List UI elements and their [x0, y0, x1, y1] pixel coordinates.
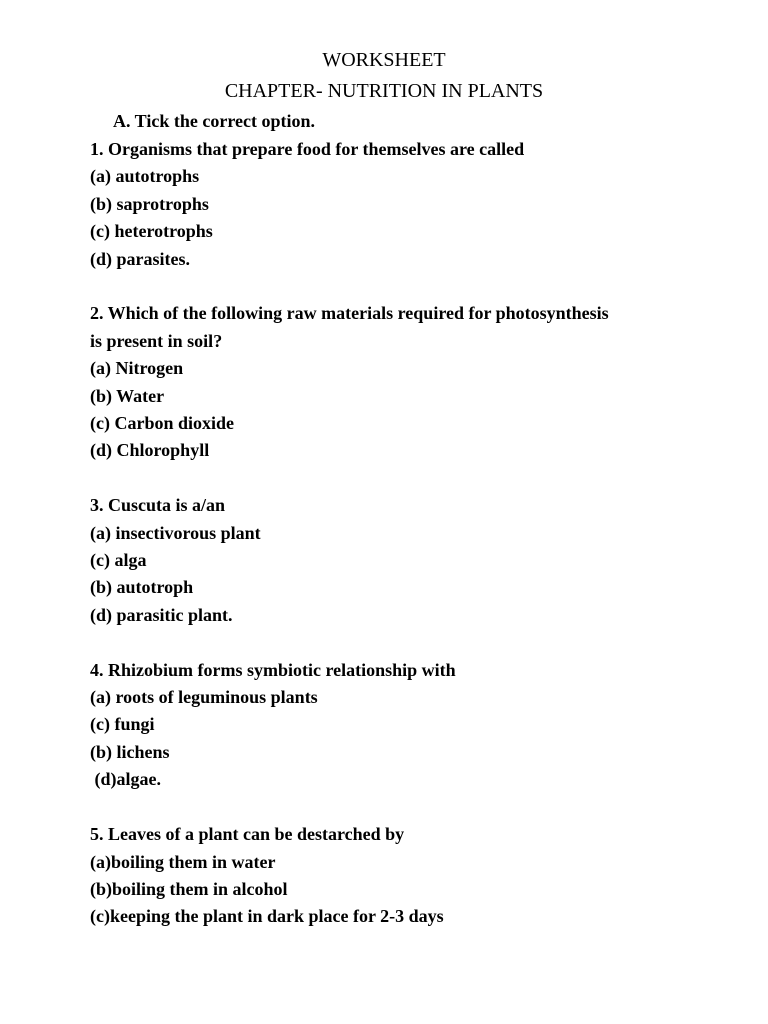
option-c: (c) alga — [90, 550, 147, 571]
question-text: 5. Leaves of a plant can be destarched by — [90, 824, 405, 845]
option-b: (b) Water — [90, 385, 165, 406]
option-b: (b)boiling them in alcohol — [90, 878, 288, 899]
section-heading: A. Tick the correct option. — [113, 111, 315, 131]
option-c: (c) fungi — [90, 714, 155, 735]
worksheet-title: WORKSHEET — [322, 49, 446, 71]
question-4 — [90, 657, 710, 794]
option-b: (b) lichens — [90, 741, 170, 762]
option-b: (b) autotroph — [90, 577, 194, 598]
question-1 — [90, 136, 710, 273]
option-c: (c) heterotrophs — [90, 221, 213, 242]
question-text: 2. Which of the following raw materials required for photosynthesis — [90, 303, 609, 324]
option-c: (c) Carbon dioxide — [90, 413, 234, 434]
option-d: (d) parasitic plant. — [90, 604, 233, 625]
option-a: (a) insectivorous plant — [90, 522, 261, 543]
option-d: (d) parasites. — [90, 248, 190, 269]
chapter-title: CHAPTER- NUTRITION IN PLANTS — [224, 80, 544, 102]
question-2 — [90, 300, 710, 464]
question-text: 4. Rhizobium forms symbiotic relationship with — [90, 659, 456, 680]
option-d: (d) Chlorophyll — [90, 440, 210, 461]
question-text: 3. Cuscuta is a/an — [90, 495, 226, 516]
question-3 — [90, 492, 710, 629]
option-a: (a) Nitrogen — [90, 358, 184, 379]
option-a: (a) autotrophs — [90, 166, 200, 187]
option-c: (c)keeping the plant in dark place for 2-3 days — [90, 906, 444, 927]
question-text: 1. Organisms that prepare food for themselves are called — [90, 139, 525, 159]
option-b: (b) saprotrophs — [90, 193, 209, 214]
question-5 — [90, 821, 710, 931]
option-d: (d)algae. — [90, 769, 161, 790]
option-a: (a)boiling them in water — [90, 851, 276, 872]
option-a: (a) roots of leguminous plants — [90, 687, 318, 708]
question-text-continued: is present in soil? — [90, 330, 223, 351]
question-list — [90, 136, 710, 958]
